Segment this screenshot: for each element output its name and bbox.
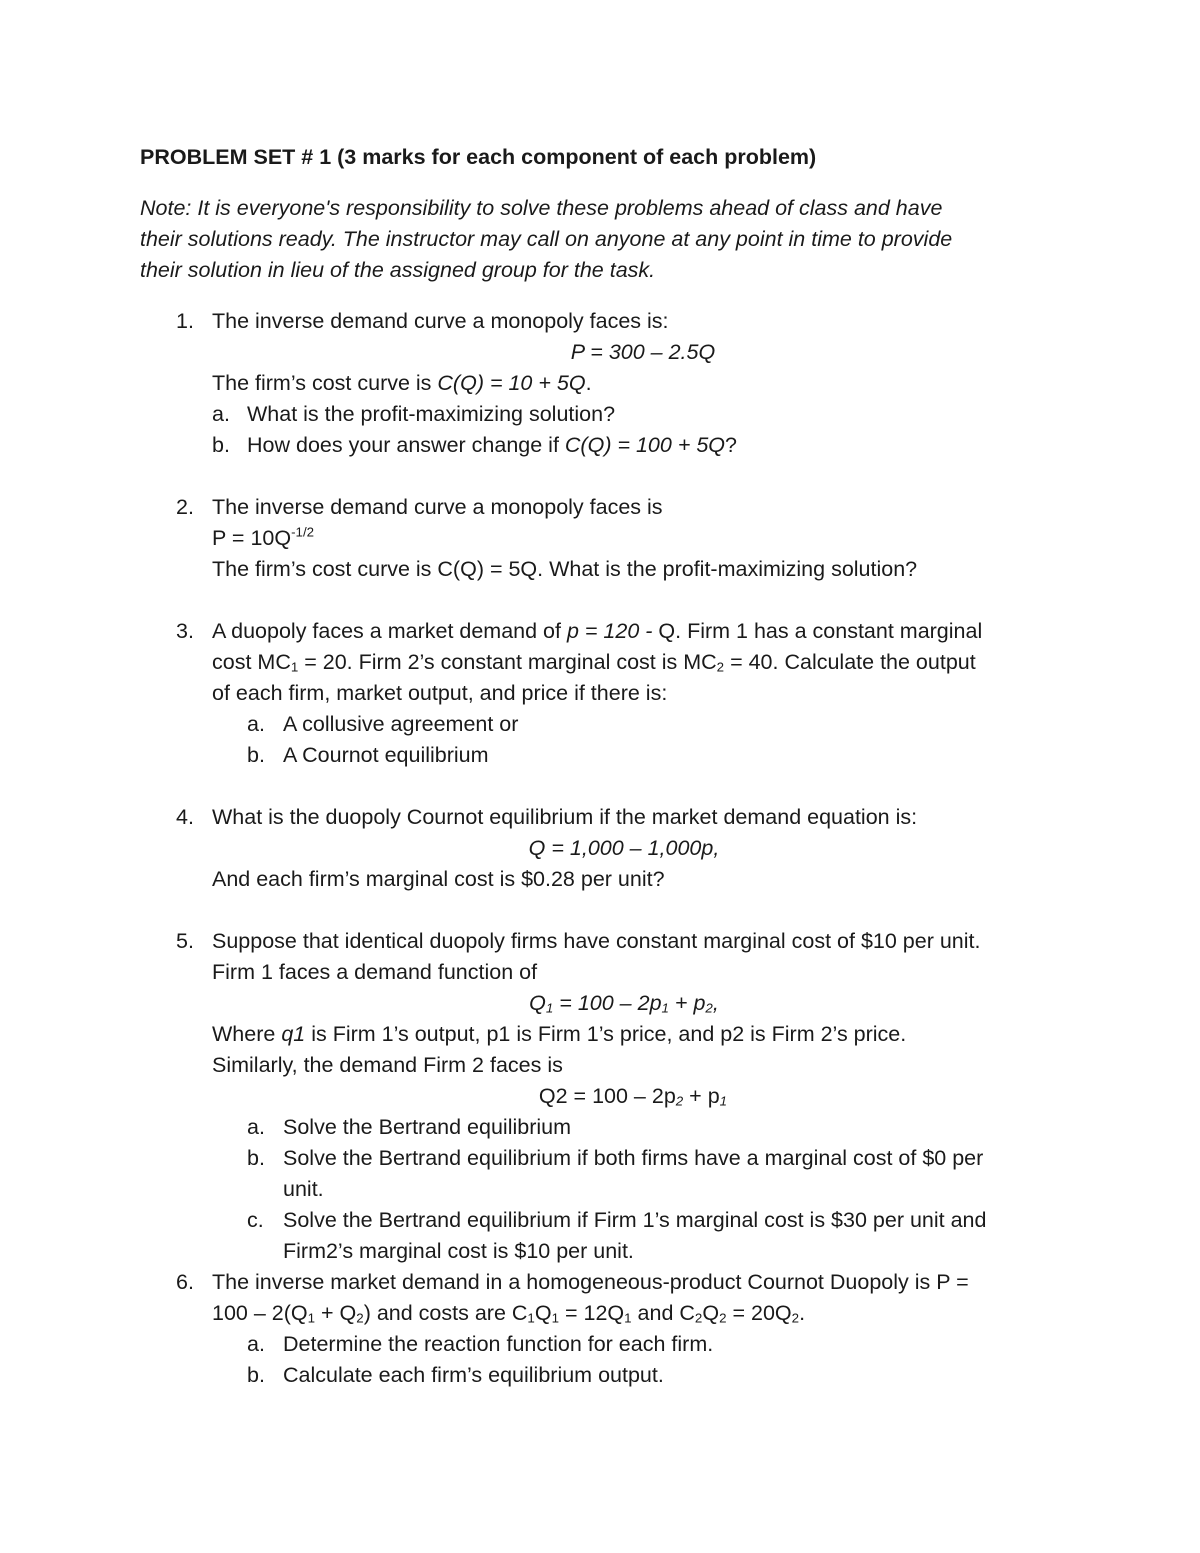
problem-1-line-1: The inverse demand curve a monopoly faces is: [212, 309, 669, 333]
problem-4-number: 4. [176, 805, 194, 829]
problem-4-line-3: And each firm’s marginal cost is $0.28 per unit? [212, 867, 665, 891]
note-line-3: their solution in lieu of the assigned group for the task. [140, 258, 656, 282]
problem-4-demand-equation: Q = 1,000 – 1,000p, [528, 836, 720, 860]
problem-3-line-3: of each firm, market output, and price if there is: [212, 681, 668, 705]
problem-1-cost-equation: C(Q) = 10 + 5Q [437, 371, 586, 395]
problem-2-number: 2. [176, 495, 194, 519]
problem-1-a-text: What is the profit-maximizing solution? [247, 402, 616, 426]
problem-6-line-2: $100 - 2(Q_1 + Q_2)$ and costs are $C_1Q_1 = 12Q_1$ and $C_2Q_2 = 20Q_2$. [212, 1301, 806, 1326]
problem-3-number: 3. [176, 619, 194, 643]
problem-5-c-label: c. [247, 1208, 264, 1232]
problem-5-c-text-2: Firm2’s marginal cost is $10 per unit. [283, 1239, 634, 1263]
page-title: PROBLEM SET # 1 (3 marks for each component of each problem) [140, 145, 817, 169]
problem-5-line-2: Firm 1 faces a demand function of [212, 960, 538, 984]
problem-1-a-label: a. [212, 402, 230, 426]
problem-5-number: 5. [176, 929, 194, 953]
problem-3-line-2: cost $MC_1 = 20$. Firm 2’s constant marginal cost is $MC_2 = 40$. Calculate the output [212, 650, 976, 675]
problem-1-cost-line: The firm’s cost curve is C(Q) = 10 + 5Q. [212, 371, 592, 395]
problem-3-b-label: b. [247, 743, 265, 767]
problem-5-b-label: b. [247, 1146, 265, 1170]
problem-5-a-label: a. [247, 1115, 265, 1139]
problem-2-demand-equation: $P = 10Q^{-1/2}$ [212, 524, 315, 550]
problem-6-b-label: b. [247, 1363, 265, 1387]
problem-3-a-label: a. [247, 712, 265, 736]
problem-3-b-text: A Cournot equilibrium [283, 743, 489, 767]
problem-1-b-label: b. [212, 433, 230, 457]
problem-2-line-3: The firm’s cost curve is C(Q) = 5Q. What is the profit-maximizing solution? [212, 557, 918, 581]
problem-6-line-1: The inverse market demand in a homogeneous-product Cournot Duopoly is P = [212, 1270, 969, 1294]
problem-5-a-text: Solve the Bertrand equilibrium [283, 1115, 572, 1139]
problem-4-line-1: What is the duopoly Cournot equilibrium if the market demand equation is: [212, 805, 918, 829]
problem-1-number: 1. [176, 309, 194, 333]
note-line-2: their solutions ready. The instructor may call on anyone at any point in time to provide [140, 227, 953, 251]
problem-5-line-4: Where q1 is Firm 1’s output, p1 is Firm 1’s price, and p2 is Firm 2’s price. [212, 1022, 907, 1046]
problem-3-a-text: A collusive agreement or [283, 712, 519, 736]
problem-5-firm-1-demand-equation: $Q_1 = 100 - 2p_1 + p_2$, [529, 991, 719, 1016]
problem-6-number: 6. [176, 1270, 194, 1294]
problem-5-b-text-1: Solve the Bertrand equilibrium if both firms have a marginal cost of $0 per [283, 1146, 984, 1170]
problem-6-a-text: Determine the reaction function for each firm. [283, 1332, 714, 1356]
note-line-1: Note: It is everyone's responsibility to solve these problems ahead of class and have [140, 196, 943, 220]
problem-6-b-text: Calculate each firm’s equilibrium output. [283, 1363, 664, 1387]
problem-6-a-label: a. [247, 1332, 265, 1356]
problem-2-line-1: The inverse demand curve a monopoly faces is [212, 495, 663, 519]
problem-1-demand-equation: P = 300 – 2.5Q [570, 340, 716, 364]
problem-5-b-text-2: unit. [283, 1177, 324, 1201]
problem-5-line-5: Similarly, the demand Firm 2 faces is [212, 1053, 563, 1077]
problem-1-b-text: How does your answer change if C(Q) = 100 + 5Q? [247, 433, 738, 457]
problem-5-c-text-1: Solve the Bertrand equilibrium if Firm 1’s marginal cost is $30 per unit and [283, 1208, 987, 1232]
problem-5-firm-2-demand-equation: $Q2 = 100 - 2p_2 + p_1$ [538, 1084, 728, 1109]
problem-5-line-1: Suppose that identical duopoly firms have constant marginal cost of $10 per unit. [212, 929, 981, 953]
problem-3-line-1: A duopoly faces a market demand of p = 120 - Q. Firm 1 has a constant marginal [212, 619, 983, 643]
